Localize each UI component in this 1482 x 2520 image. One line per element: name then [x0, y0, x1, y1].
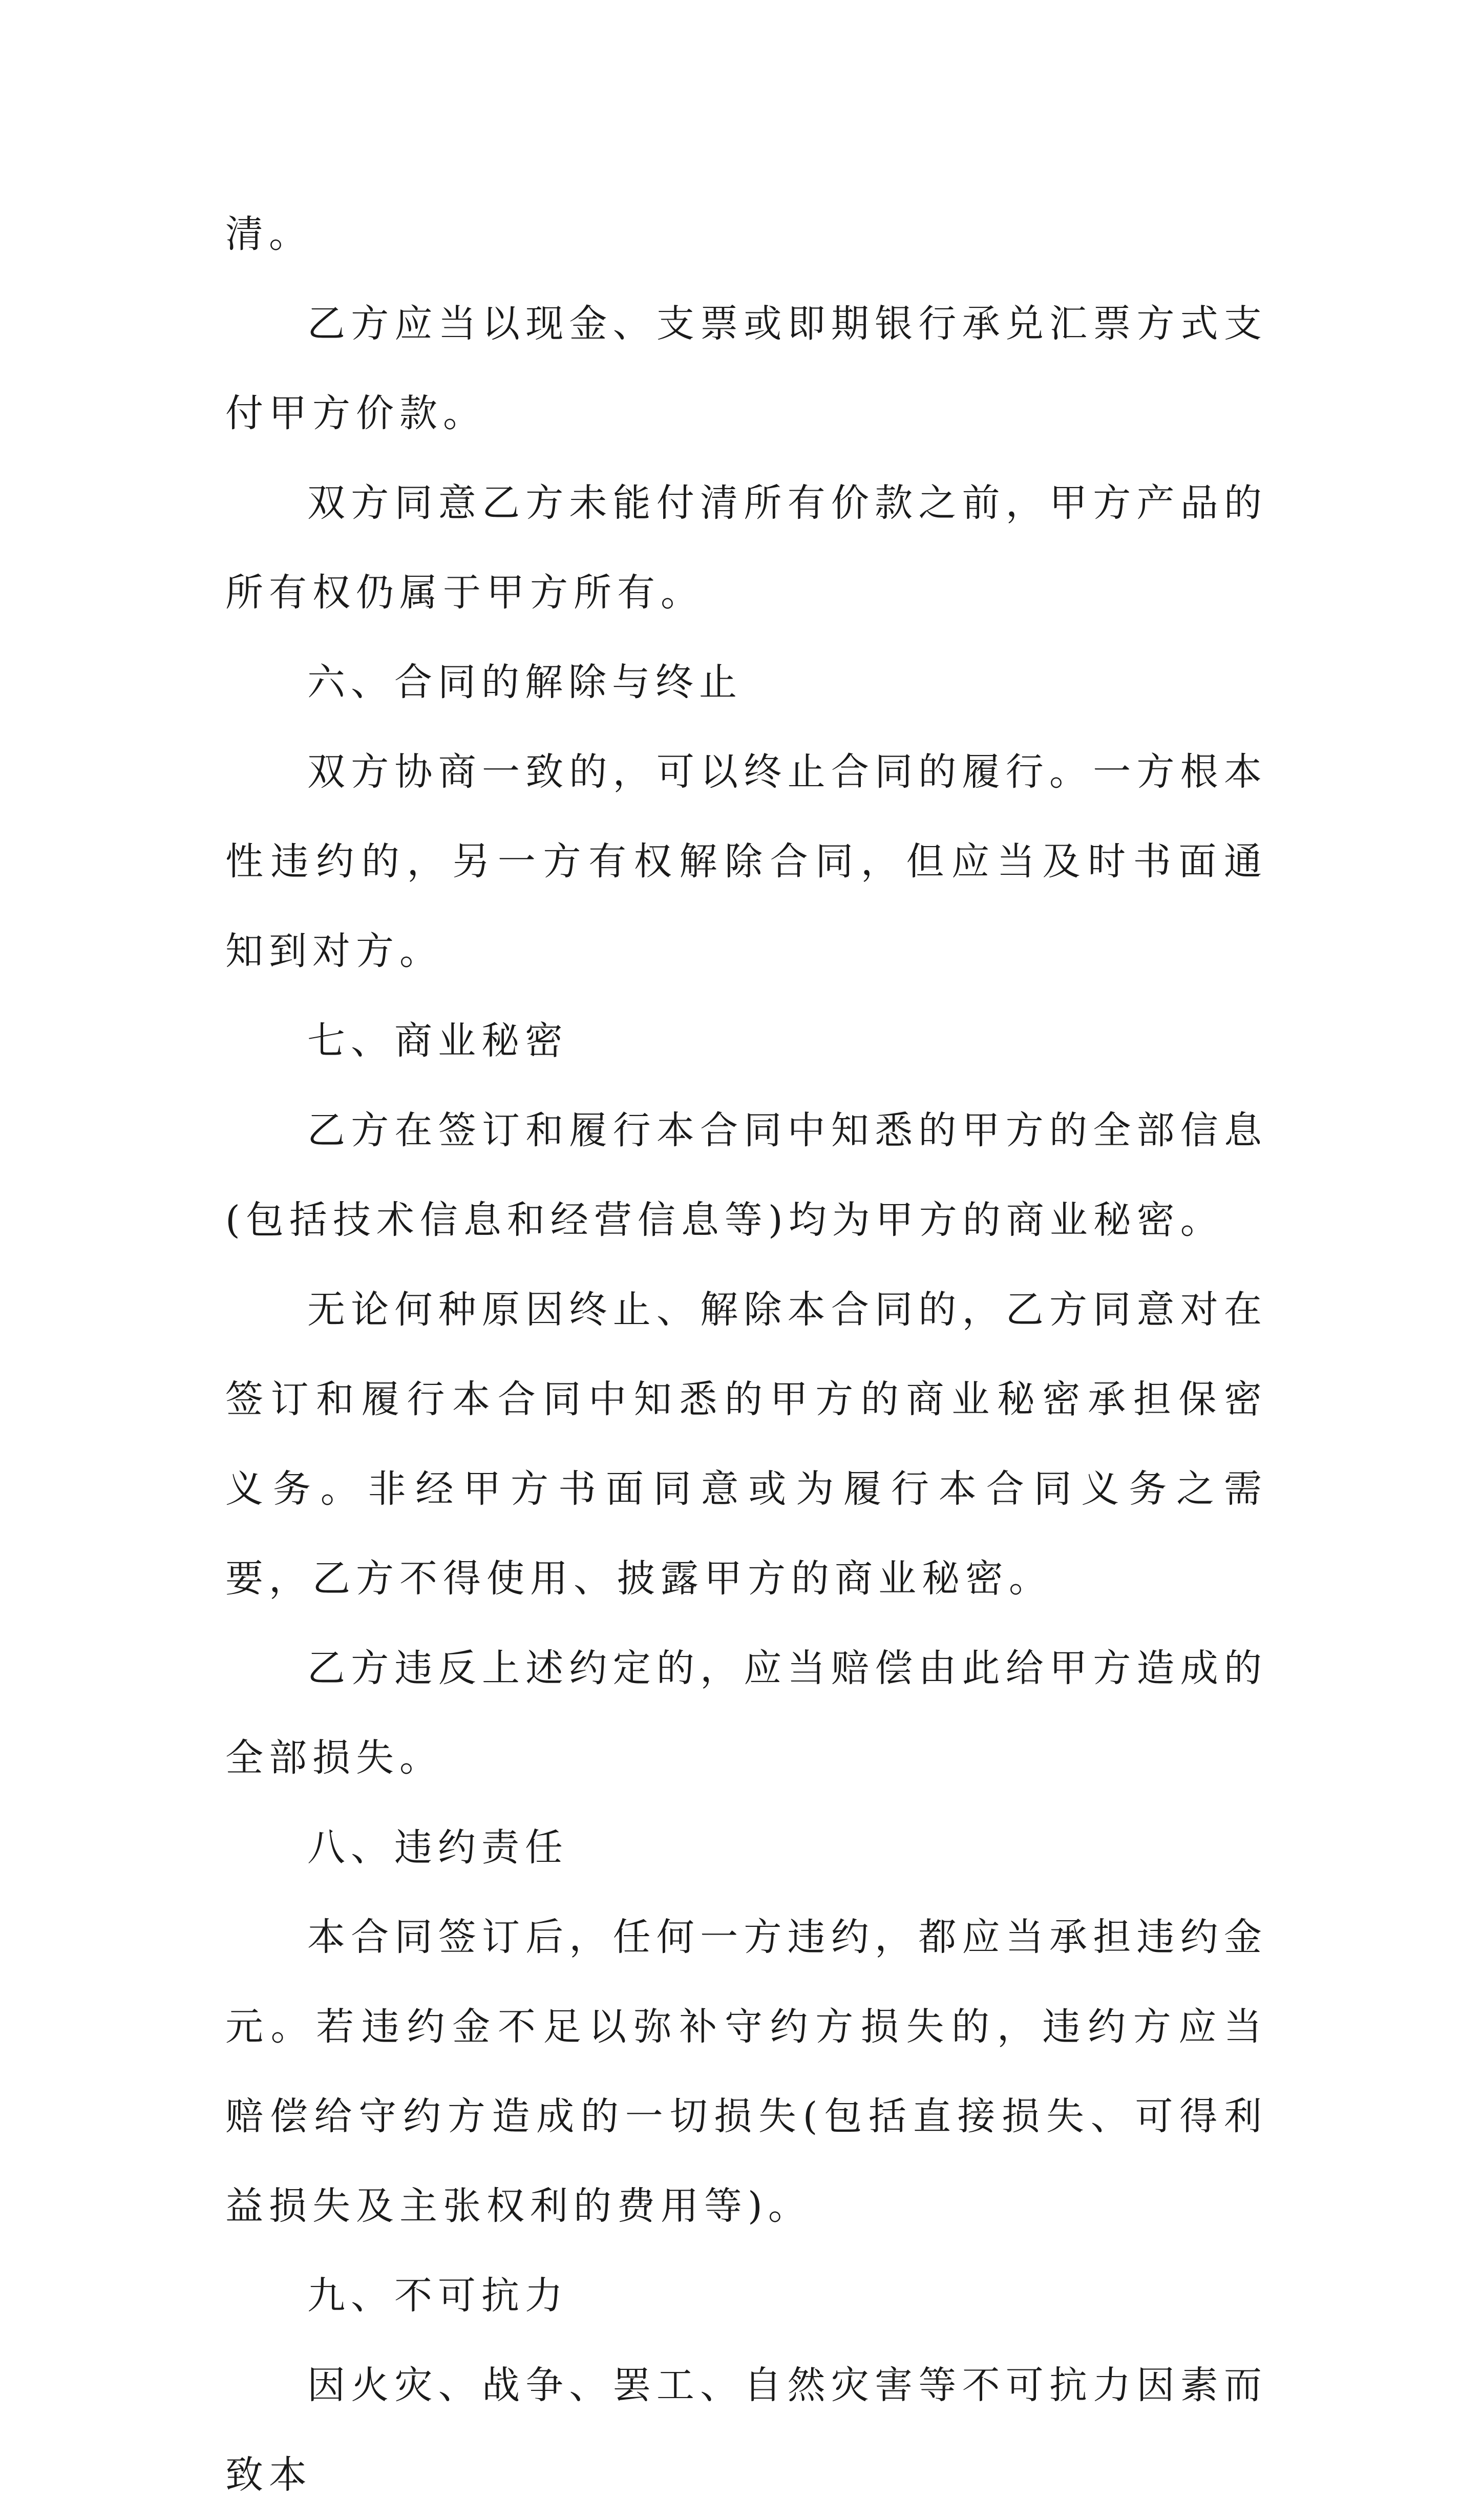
paragraph-liability: 本合同签订后，任何一方违约，都应当承担违约金元。若违约金不足以弥补守约方损失的，违约方应当赔偿给守约方造成的一切损失(包括直接损失、可得利益损失及主张权利的费用等)。: [225, 1915, 1267, 2228]
paragraph-ownership: 双方同意乙方未能付清所有价款之前，甲方产品的所有权仍属于甲方所有。: [225, 481, 1267, 615]
paragraph-payment-method: 乙方应当以现金、支票或即期银行承兑汇票方式支付甲方价款。: [225, 302, 1267, 435]
contract-body: [225, 190, 1267, 2520]
section-heading-trade-secrets: 七、商业秘密: [307, 1019, 568, 1063]
paragraph-secret-breach-compensation: 乙方违反上述约定的，应当赔偿由此给甲方造成的全部损失。: [225, 1646, 1267, 1780]
section-heading-liability: 八、违约责任: [307, 1825, 568, 1870]
paragraph-force-majeure: 因火灾、战争、罢工、自然灾害等不可抗力因素而致本: [225, 2363, 1267, 2497]
section-heading-termination: 六、合同的解除与终止: [307, 660, 743, 704]
section-heading-force-majeure: 九、不可抗力: [307, 2274, 568, 2318]
paragraph-confidentiality-duty: 无论何种原因终止、解除本合同的，乙方同意对在签订和履行本合同中知悉的甲方的商业秘密承担保密义务。非经甲方书面同意或为履行本合同义务之需要，乙方不得使用、披露甲方的商业秘密。: [225, 1288, 1267, 1601]
paragraph-trade-secrets-scope: 乙方在签订和履行本合同中知悉的甲方的全部信息(包括技术信息和经营信息等)均为甲方的商业秘密。: [225, 1108, 1267, 1242]
paragraph-termination: 双方协商一致的，可以终止合同的履行。一方根本性违约的，另一方有权解除合同，但应当及时书面通知到对方。: [225, 750, 1267, 973]
paragraph-continuation: 清。: [225, 212, 312, 256]
